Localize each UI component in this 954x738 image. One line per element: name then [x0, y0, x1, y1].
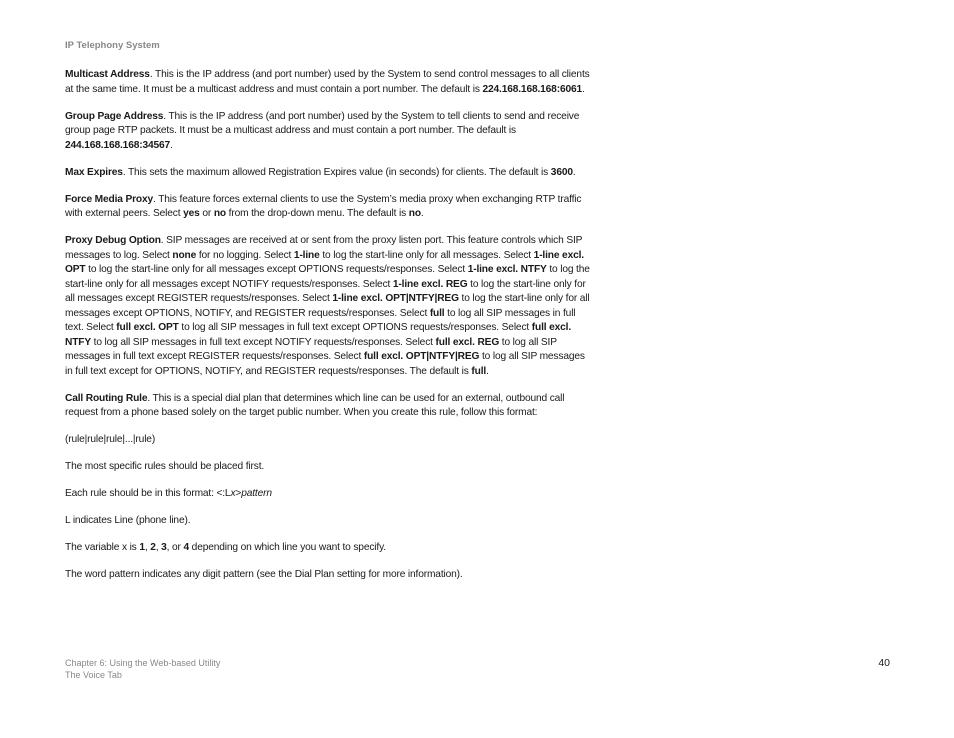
term: Proxy Debug Option — [65, 235, 161, 246]
paragraph-force-media-proxy: Force Media Proxy. This feature forces external clients to use the System’s media proxy when exchanging RTP traffic with external peers. Select yes or no from the drop-down menu. The default is no. — [65, 193, 582, 219]
footer-section: The Voice Tab — [65, 670, 122, 680]
term: Multicast Address — [65, 69, 150, 80]
running-footer — [65, 657, 220, 681]
term: Call Routing Rule — [65, 392, 148, 404]
footer-chapter: Chapter 6: Using the Web-based Utility — [65, 658, 221, 668]
paragraph-proxy-debug-option: Proxy Debug Option. SIP messages are received at or sent from the proxy listen port. This feature controls which SIP messages to log. Select none for no logging. Select 1-line to log the start-line only for all messages. Select 1-line excl. OPT to log the start-line only for all messages except OPTIONS requests/responses. Select 1-line excl. NTFY to log the start-line only for all messages except NOTIFY requests/responses. Select 1-line excl. REG to log the start-line only for all messages except REGISTER requests/responses. Select 1-line excl. OPT|NTFY|REG to log the start-line only for all messages except OPTIONS, NOTIFY, and REGISTER requests/responses. Select full to log all SIP messages in full text. Select full excl. OPT to log all SIP messages in full text except OPTIONS requests/responses. Select full excl. NTFY to log all SIP messages in full text except NOTIFY requests/responses. Select full excl. REG to log all SIP messages in full text except REGISTER requests/responses. Select full excl. OPT|NTFY|REG to log all SIP messages in full text except for OPTIONS, NOTIFY, and REGISTER requests/responses. The default is full. — [65, 235, 590, 377]
default-value: 224.168.168.168:6061 — [482, 83, 583, 95]
paragraph-line-definition: L indicates Line (phone line). — [65, 515, 191, 526]
paragraph-rule-format: Each rule should be in this format: <:Lx>pattern — [65, 488, 272, 499]
default-value: no — [408, 208, 421, 219]
running-header: IP Telephony System — [65, 40, 160, 51]
page-body — [65, 68, 595, 595]
paragraph-multicast-address: Multicast Address. This is the IP address (and port number) used by the System to send control messages to all clients at the same time. It must be a multicast address and must contain a port number. The default is 224.168.168.168:6061. — [65, 69, 590, 95]
paragraph-variable-x: The variable x is 1, 2, 3, or 4 depending on which line you want to specify. — [65, 542, 386, 553]
paragraph-max-expires: Max Expires. This sets the maximum allowed Registration Expires value (in seconds) for clients. The default is 3600. — [65, 166, 576, 178]
default-value: full — [471, 365, 487, 377]
paragraph-group-page-address: Group Page Address. This is the IP address (and port number) used by the System to tell clients to send and receive group page RTP packets. It must be a multicast address and must contain a port number. The default is 244.168.168.168:34567. — [65, 110, 580, 151]
term: Group Page Address — [65, 110, 164, 122]
default-value: 3600 — [550, 166, 573, 178]
default-value: 244.168.168.168:34567 — [65, 139, 171, 151]
page-number: 40 — [878, 657, 890, 669]
term: Max Expires — [65, 166, 123, 178]
paragraph-specific-rules: The most specific rules should be placed first. — [65, 461, 265, 472]
term: Force Media Proxy — [65, 193, 154, 205]
paragraph-call-routing-rule: Call Routing Rule. This is a special dial plan that determines which line can be used for an external, outbound call request from a phone based solely on the target public number. When you create this rule, follow this format: — [65, 392, 565, 418]
paragraph-rule-syntax: (rule|rule|rule|...|rule) — [65, 434, 156, 445]
paragraph-word-pattern: The word pattern indicates any digit pattern (see the Dial Plan setting for more information). — [65, 569, 463, 580]
